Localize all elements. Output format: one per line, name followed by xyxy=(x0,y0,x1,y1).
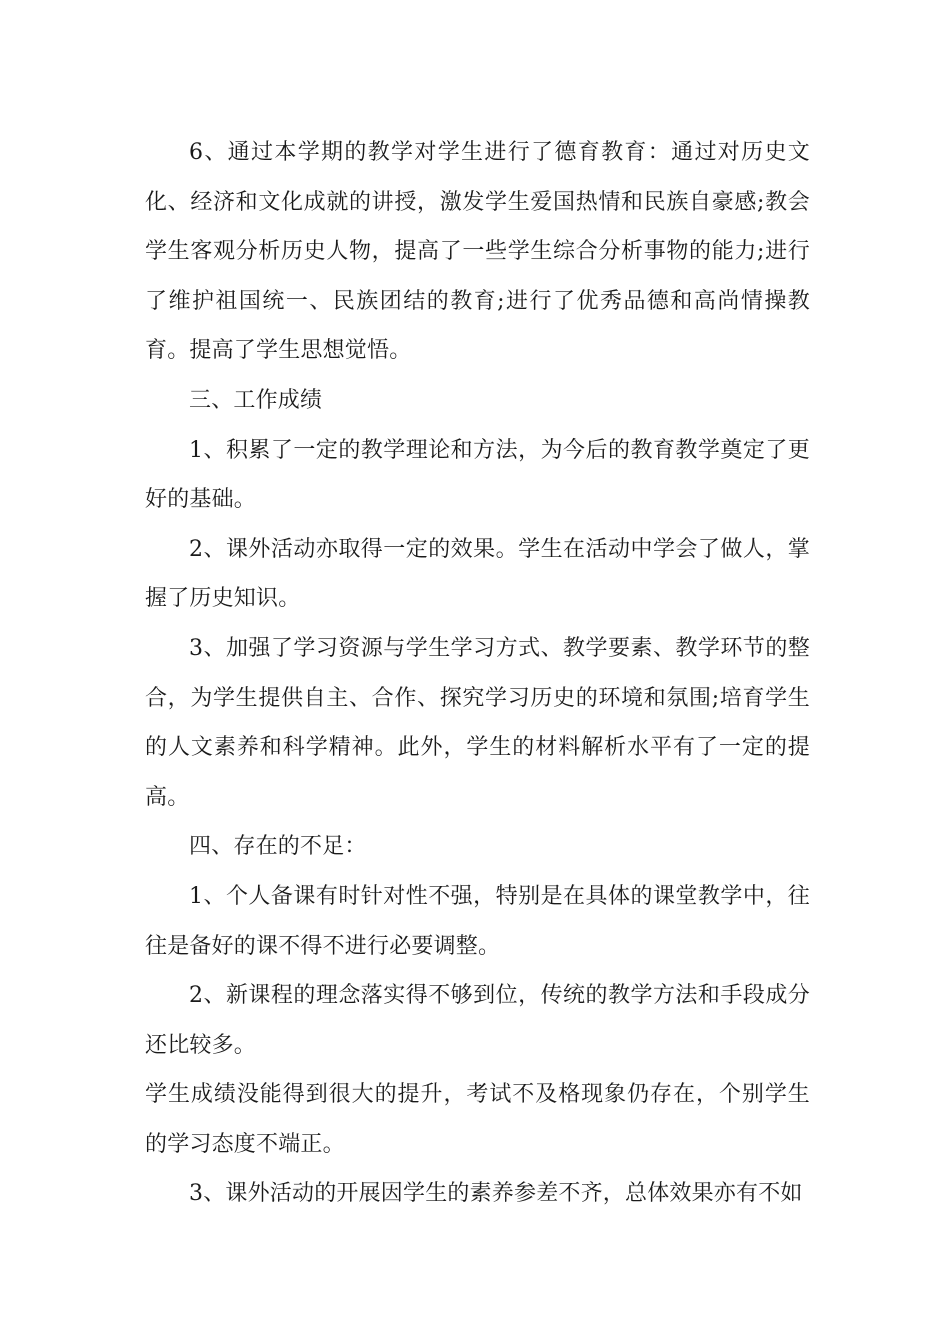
paragraph-achievement-1: 1、积累了一定的教学理论和方法，为今后的教育教学奠定了更好的基础。 xyxy=(145,437,810,513)
paragraph-achievement-2: 2、课外活动亦取得一定的效果。学生在活动中学会了做人，掌握了历史知识。 xyxy=(145,536,810,612)
document-body xyxy=(145,128,810,1219)
paragraph-shortcoming-2: 2、新课程的理念落实得不够到位，传统的教学方法和手段成分还比较多。 xyxy=(145,983,810,1058)
paragraph-shortcoming-2-continued: 学生成绩没能得到很大的提升，考试不及格现象仍存在，个别学生的学习态度不端正。 xyxy=(145,1082,810,1157)
paragraph-moral-education: 6、通过本学期的教学对学生进行了德育教育：通过对历史文化、经济和文化成就的讲授，激发学生爱国热情和民族自豪感;教会学生客观分析历史人物，提高了一些学生综合分析事物的能力;进行了维护祖国统一、民族团结的教育;进行了优秀品德和高尚情操教育。提高了学生思想觉悟。 xyxy=(145,140,810,364)
section-heading-achievements: 三、工作成绩 xyxy=(189,387,323,413)
paragraph-shortcoming-3: 3、课外活动的开展因学生的素养参差不齐，总体效果亦有不如 xyxy=(189,1181,803,1207)
section-heading-shortcomings: 四、存在的不足： xyxy=(189,834,367,860)
paragraph-achievement-3: 3、加强了学习资源与学生学习方式、教学要素、教学环节的整合，为学生提供自主、合作、探究学习历史的环境和氛围;培育学生的人文素养和科学精神。此外，学生的材料解析水平有了一定的提高。 xyxy=(145,635,810,810)
paragraph-shortcoming-1: 1、个人备课有时针对性不强，特别是在具体的课堂教学中，往往是备好的课不得不进行必要调整。 xyxy=(145,883,810,959)
